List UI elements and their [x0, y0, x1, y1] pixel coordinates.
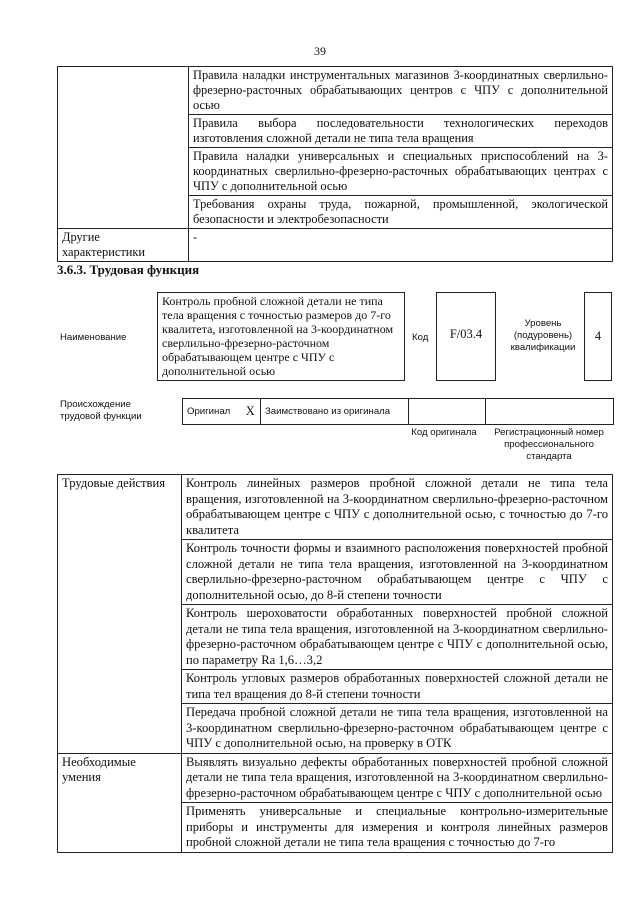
function-name: Контроль пробной сложной детали не типа тела вращения с точностью размеров до 7-го квалитета, изготовленной на 3-координатном сверлильно-фрезерно-расточном обрабатывающем центре с ЧПУ с дополнительной осью [157, 292, 405, 381]
original-mark: X [241, 399, 261, 425]
table-cell: Правила выбора последовательности технологических переходов изготовления сложной детали не типа тела вращения [189, 115, 613, 148]
knowledge-table [57, 66, 613, 262]
qualification-level: 4 [584, 292, 612, 381]
original-cell: Оригинал [183, 399, 241, 425]
table-row [58, 475, 613, 540]
row-label [58, 67, 189, 229]
table-row [58, 229, 613, 262]
code-original-label: Код оригинала [411, 427, 477, 438]
section-title: 3.6.3. Трудовая функция [57, 262, 200, 277]
table-row [58, 753, 613, 803]
table-cell: Передача пробной сложной детали не типа тела вращения, изготовленной на 3-координатном сверлильно-фрезерно-расточном обрабатывающем центре с ЧПУ с дополнительной осью, на проверку в ОТК [182, 704, 613, 754]
table-cell: Контроль точности формы и взаимного расположения поверхностей пробной сложной детали не типа тела вращения, изготовленной на 3-координатном сверлильно-фрезерно-расточном обрабатывающем центре с ЧПУ с дополнительной осью, до 8-й степени точности [182, 540, 613, 605]
reg-number-label: Регистрационный номер профессионального стандарта [494, 427, 604, 462]
table-cell: Контроль линейных размеров пробной сложной детали не типа тела вращения, изготовленной на 3-координатном сверлильно-фрезерно-расточном обрабатывающем центре с ЧПУ с дополнительной осью, с точностью до 7-го квалитета [182, 475, 613, 540]
row-label: Необходимые умения [58, 753, 182, 852]
labor-actions-table [57, 474, 613, 853]
row-label: Трудовые действия [58, 475, 182, 754]
table-cell: - [189, 229, 613, 262]
table-cell: Применять универсальные и специальные контрольно-измерительные приборы и инструменты для измерения и контроля линейных размеров пробной сложной детали не типа тела вращения с точностью до 7-го [182, 803, 613, 853]
origin-label: Происхождение трудовой функции [60, 399, 142, 422]
page-number: 39 [314, 44, 326, 58]
function-code: F/03.4 [436, 292, 496, 381]
table-cell: Выявлять визуально дефекты обработанных поверхностей пробной сложной детали не типа тела вращения, изготовленной на 3-координатном сверлильно-фрезерно-расточном обрабатывающем центре с ЧПУ с дополнительной осью [182, 753, 613, 803]
table-row [58, 67, 613, 115]
borrowed-cell: Заимствовано из оригинала [261, 399, 409, 425]
origin-table [182, 398, 614, 425]
table-cell: Контроль угловых размеров обработанных поверхностей сложной детали не типа тел вращения до 8-й степени точности [182, 670, 613, 704]
table-cell: Правила наладки инструментальных магазинов 3-координатных сверлильно-фрезерно-расточных обрабатывающих центров с ЧПУ с дополнительной осью [189, 67, 613, 115]
name-label: Наименование [60, 332, 127, 343]
table-cell: Контроль шероховатости обработанных поверхностей пробной сложной детали не типа тела вращения, изготовленной на 3-координатном сверлильно-фрезерно-расточном обрабатывающем центре с ЧПУ с дополнительной осью, по параметру Ra 1,6…3,2 [182, 605, 613, 670]
level-label: Уровень (подуровень) квалификации [510, 318, 576, 353]
reg-number-cell [486, 399, 614, 425]
table-cell: Правила наладки универсальных и специальных приспособлений на 3-координатных сверлильно-фрезерно-расточных обрабатывающих центрах с ЧПУ с дополнительной осью [189, 148, 613, 196]
code-original-cell [409, 399, 486, 425]
row-label: Другие характеристики [58, 229, 189, 262]
table-cell: Требования охраны труда, пожарной, промышленной, экологической безопасности и электробезопасности [189, 196, 613, 229]
code-label: Код [412, 332, 429, 343]
